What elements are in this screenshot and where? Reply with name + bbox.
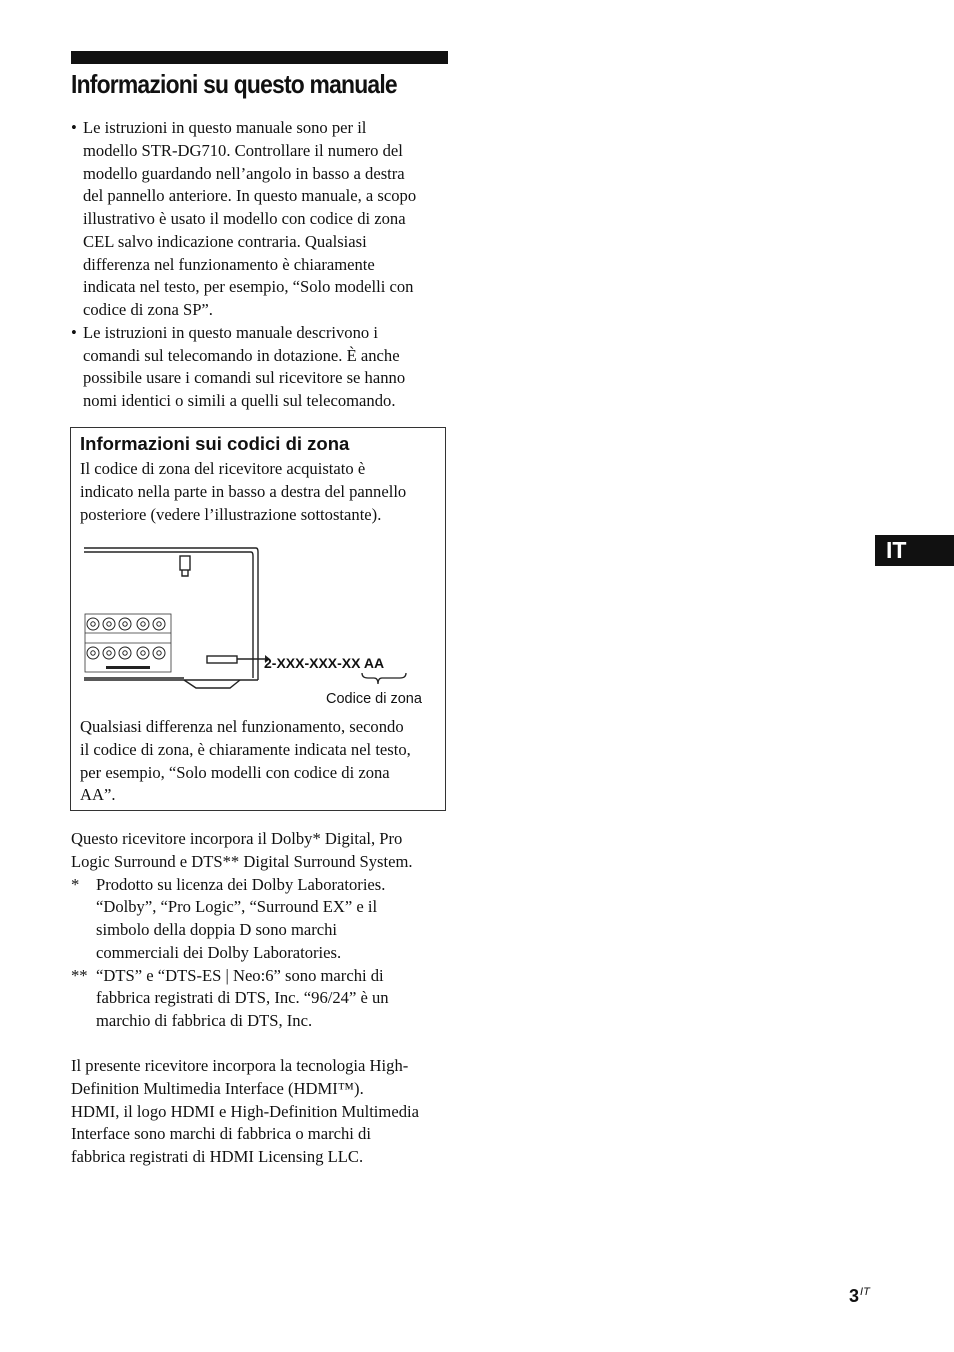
text-line: Le istruzioni in questo manuale descrivono i — [83, 322, 378, 342]
page-number — [849, 1281, 870, 1307]
text-line: codice di zona SP”. — [83, 300, 213, 319]
dolby-dts-section — [71, 828, 453, 1033]
text-line: per esempio, “Solo modelli con codice di zona — [80, 762, 390, 782]
model-code-label: 2-XXX-XXX-XX AA — [264, 655, 385, 671]
zone-box-title: Informazioni sui codici di zona — [80, 433, 350, 454]
text-line: indicato nella parte in basso a destra del pannello — [80, 481, 407, 501]
page-number-suffix: IT — [860, 1286, 870, 1298]
text-line: Interface sono marchi di fabbrica o marchi di — [71, 1124, 371, 1144]
text-line: indicata nel testo, per esempio, “Solo modelli con — [83, 277, 414, 297]
hdmi-section — [71, 1055, 453, 1169]
text-line: marchio di fabbrica di DTS, Inc. — [96, 1011, 313, 1030]
text-line: CEL salvo indicazione contraria. Qualsiasi — [83, 231, 367, 251]
text-line: simbolo della doppia D sono marchi — [96, 920, 338, 939]
text-line: fabbrica registrati di HDMI Licensing LLC. — [71, 1147, 364, 1166]
bullet-dot-icon: • — [71, 118, 77, 137]
text-line: Le istruzioni in questo manuale sono per il — [83, 118, 367, 137]
rear-panel-illustration — [84, 546, 446, 706]
heading-rule — [71, 51, 448, 64]
text-line: Qualsiasi differenza nel funzionamento, secondo — [80, 717, 404, 736]
bullet-item-remote — [71, 322, 449, 413]
footnote-dolby — [71, 874, 453, 965]
footnote-dts — [71, 965, 453, 1033]
text-line: del pannello anteriore. In questo manuale, a scopo — [83, 186, 417, 206]
zone-code-box — [70, 427, 446, 811]
zone-box-intro — [80, 458, 444, 526]
text-line: commerciali dei Dolby Laboratories. — [96, 942, 342, 962]
manual-notes-list — [71, 117, 449, 413]
text-line: differenza nel funzionamento è chiaramente — [83, 254, 375, 274]
text-line: modello STR-DG710. Controllare il numero del — [83, 140, 403, 160]
footnote-mark: ** — [71, 965, 88, 985]
bullet-item-model — [71, 117, 449, 322]
text-line: il codice di zona, è chiaramente indicata nel testo, — [80, 739, 411, 759]
page-number-value: 3 — [849, 1286, 860, 1306]
text-line: possibile usare i comandi sul ricevitore se hanno — [83, 368, 406, 388]
text-line: posteriore (vedere l’illustrazione sottostante). — [80, 504, 382, 524]
text-line: Il codice di zona del ricevitore acquistato è — [80, 459, 366, 478]
text-line: AA”. — [80, 785, 116, 805]
footnote-mark: * — [71, 874, 80, 894]
bullet-dot-icon: • — [71, 322, 77, 342]
zone-code-caption: Codice di zona — [326, 691, 422, 707]
text-line: Definition Multimedia Interface (HDMI™). — [71, 1078, 364, 1098]
text-line: “Dolby”, “Pro Logic”, “Surround EX” e il — [96, 897, 378, 917]
text-line: “DTS” e “DTS-ES | Neo:6” sono marchi di — [96, 965, 384, 985]
text-line: illustrativo è usato il modello con codice di zona — [83, 209, 406, 228]
text-line: Logic Surround e DTS** Digital Surround System. — [71, 851, 413, 871]
text-line: Prodotto su licenza dei Dolby Laboratories. — [96, 874, 386, 894]
text-line: Questo ricevitore incorpora il Dolby* Digital, Pro — [71, 829, 403, 848]
language-tab: IT — [875, 535, 954, 566]
page-title: Informazioni su questo manuale — [71, 69, 397, 99]
text-line: HDMI, il logo HDMI e High-Definition Multimedia — [71, 1101, 419, 1121]
text-line: fabbrica registrati di DTS, Inc. “96/24” è un — [96, 988, 389, 1008]
text-line: Il presente ricevitore incorpora la tecnologia High- — [71, 1056, 409, 1075]
text-line: comandi sul telecomando in dotazione. È anche — [83, 345, 400, 365]
zone-box-outro — [80, 716, 444, 807]
text-line: nomi identici o simili a quelli sul telecomando. — [83, 391, 396, 410]
text-line: modello guardando nell’angolo in basso a destra — [83, 163, 405, 183]
